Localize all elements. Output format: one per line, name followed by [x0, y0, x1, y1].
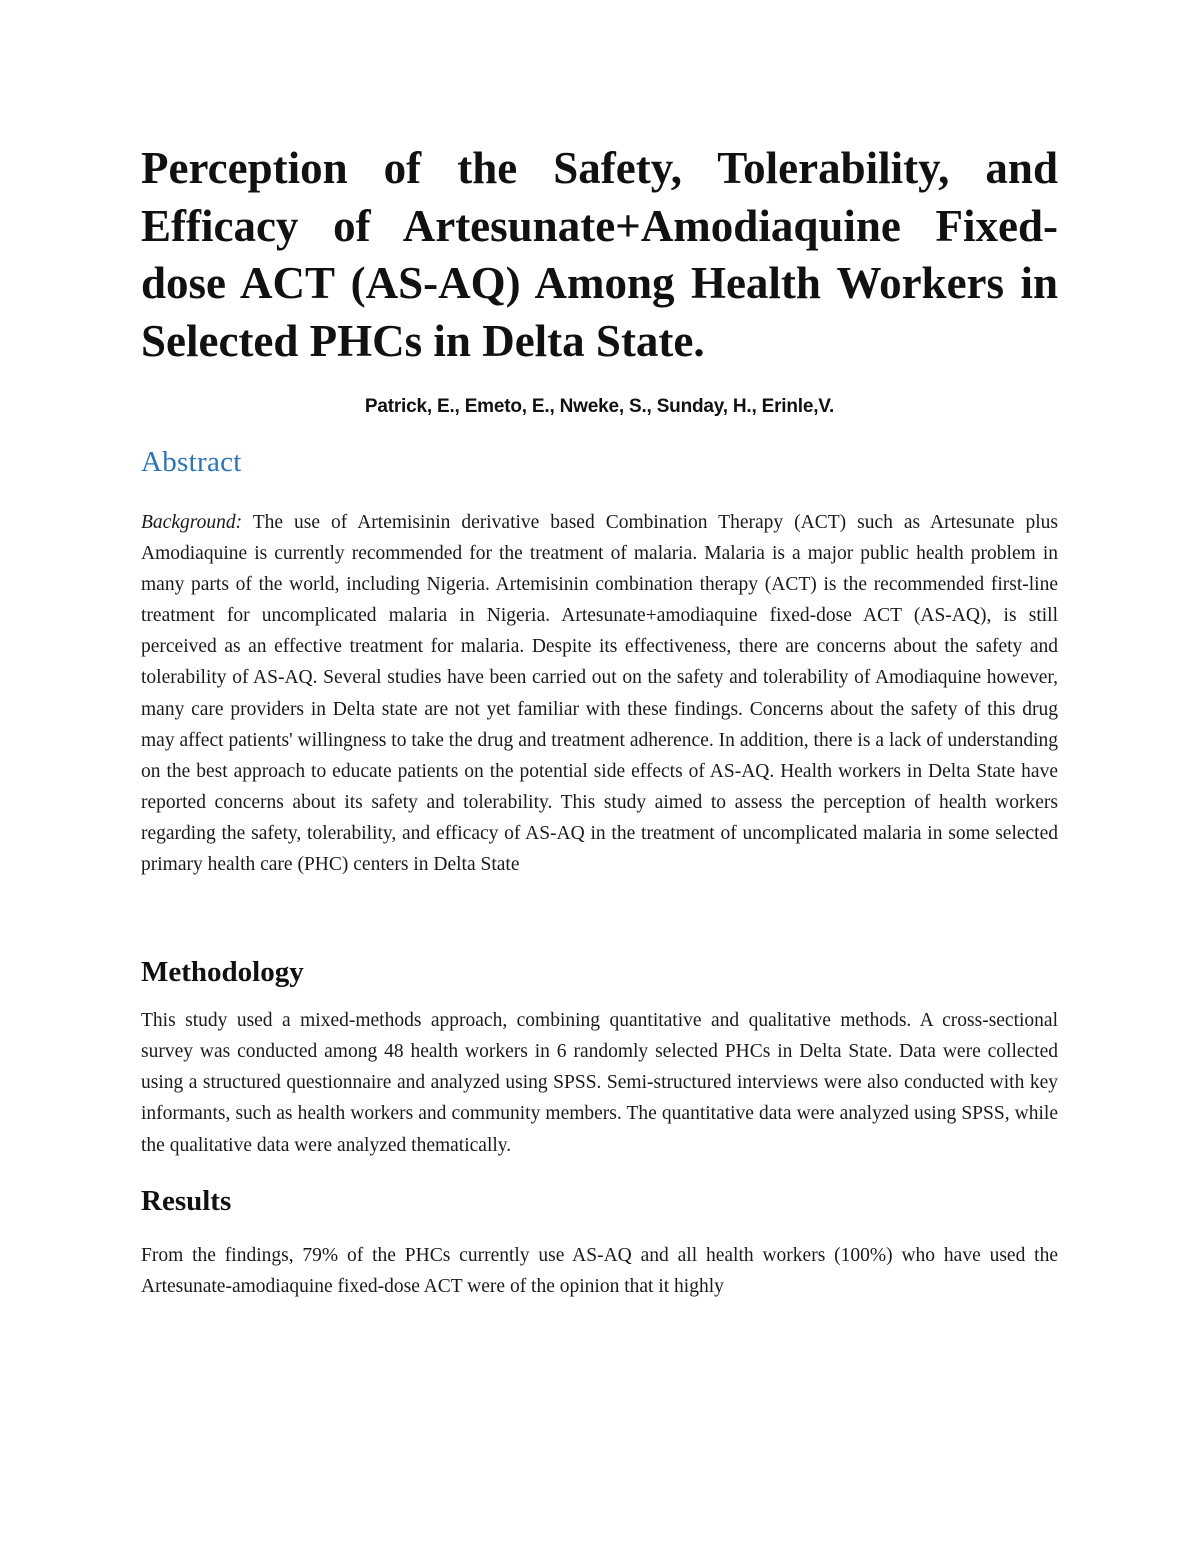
- results-heading: Results: [141, 1184, 232, 1217]
- abstract-heading: Abstract: [141, 446, 242, 478]
- results-paragraph: From the findings, 79% of the PHCs currently use AS-AQ and all health workers (100%) who have used the Artesunate-amodiaquine fixed-dose ACT were of the opinion that it highly: [141, 1244, 1058, 1297]
- background-label: Background:: [141, 512, 243, 533]
- methodology-paragraph: This study used a mixed-methods approach, combining quantitative and qualitative methods. A cross-sectional survey was conducted among 48 health workers in 6 randomly selected PHCs in Delta State. Data were collected using a structured questionnaire and analyzed using SPSS. Semi-structured interviews were also conducted with key informants, such as health workers and community members. The quantitative data were analyzed using SPSS, while the qualitative data were analyzed thematically.: [141, 1010, 1058, 1156]
- abstract-background-paragraph: [141, 507, 1058, 880]
- paper-title: Perception of the Safety, Tolerability, and Efficacy of Artesunate+Amodiaquine Fixed-dose ACT (AS-AQ) Among Health Workers in Selected PHCs in Delta State.: [141, 143, 1058, 366]
- paper-page: [141, 140, 1058, 1302]
- background-text: The use of Artemisinin derivative based Combination Therapy (ACT) such as Artesunate plus Amodiaquine is currently recommended for the treatment of malaria. Malaria is a major public health problem in many parts of the world, including Nigeria. Artemisinin combination therapy (ACT) is the recommended first-line treatment for uncomplicated malaria in Nigeria. Artesunate+amodiaquine fixed-dose ACT (AS-AQ), is still perceived as an effective treatment for malaria. Despite its effectiveness, there are concerns about the safety and tolerability of AS-AQ. Several studies have been carried out on the safety and tolerability of Amodiaquine however, many care providers in Delta state are not yet familiar with these findings. Concerns about the safety of this drug may affect patients' willingness to take the drug and treatment adherence. In addition, there is a lack of understanding on the best approach to educate patients on the potential side effects of AS-AQ. Health workers in Delta State have reported concerns about its safety and tolerability. This study aimed to assess the perception of health workers regarding the safety, tolerability, and efficacy of AS-AQ in the treatment of uncomplicated malaria in some selected primary health care (PHC) centers in Delta State: [141, 512, 1058, 876]
- author-list: Patrick, E., Emeto, E., Nweke, S., Sunday, H., Erinle,V.: [364, 396, 835, 417]
- methodology-heading: Methodology: [141, 956, 304, 989]
